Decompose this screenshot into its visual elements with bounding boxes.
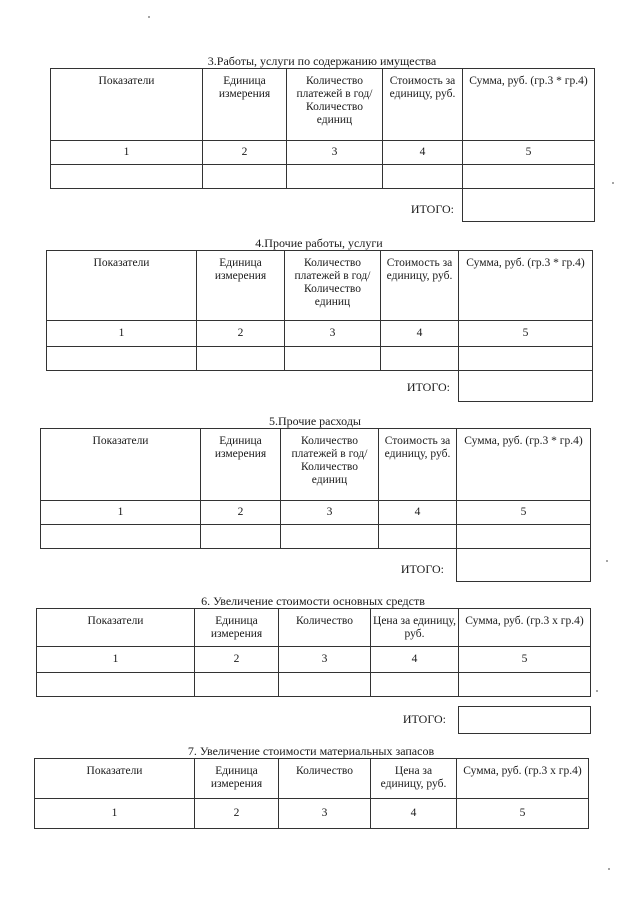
header-quantity: Количество [279, 759, 371, 799]
column-number: 1 [41, 501, 201, 525]
scan-speck [596, 690, 598, 692]
empty-cell [197, 347, 285, 371]
header-indicators: Показатели [51, 69, 203, 141]
scan-speck [606, 560, 608, 562]
header-sum: Сумма, руб. (гр.3 * гр.4) [457, 429, 591, 501]
column-number: 2 [197, 321, 285, 347]
empty-cell [459, 347, 593, 371]
scan-speck [608, 868, 610, 870]
empty-cell [383, 165, 463, 189]
column-number: 1 [51, 141, 203, 165]
column-number: 5 [463, 141, 595, 165]
column-number: 3 [287, 141, 383, 165]
column-number: 5 [457, 501, 591, 525]
header-quantity: Количество платежей в год/Количество единиц [285, 251, 381, 321]
expense-table [40, 428, 591, 549]
section-3 [50, 54, 594, 224]
header-indicators: Показатели [41, 429, 201, 501]
empty-cell [51, 165, 203, 189]
total-value-box [458, 706, 591, 734]
empty-cell [203, 165, 287, 189]
column-number: 3 [281, 501, 379, 525]
column-number: 4 [383, 141, 463, 165]
header-quantity: Количество платежей в год/Количество единиц [281, 429, 379, 501]
empty-cell [371, 673, 459, 697]
header-quantity: Количество [279, 609, 371, 647]
header-sum: Сумма, руб. (гр.3 x гр.4) [459, 609, 591, 647]
column-number: 2 [201, 501, 281, 525]
expense-table [34, 758, 589, 829]
empty-cell [463, 165, 595, 189]
column-number: 5 [457, 799, 589, 829]
empty-cell [287, 165, 383, 189]
expense-table [46, 250, 593, 371]
total-label: ИТОГО: [406, 380, 450, 394]
column-number: 4 [381, 321, 459, 347]
column-number: 1 [37, 647, 195, 673]
expense-table [36, 608, 591, 697]
column-number: 2 [203, 141, 287, 165]
header-unit: Единица измерения [197, 251, 285, 321]
empty-cell [201, 525, 281, 549]
section-5 [40, 414, 590, 584]
section-title: 3.Работы, услуги по содержанию имущества [207, 54, 437, 68]
column-number: 2 [195, 799, 279, 829]
empty-cell [281, 525, 379, 549]
column-number: 3 [279, 799, 371, 829]
empty-cell [195, 673, 279, 697]
header-sum: Сумма, руб. (гр.3 x гр.4) [457, 759, 589, 799]
expense-table [50, 68, 595, 189]
empty-cell [457, 525, 591, 549]
scan-speck [612, 182, 614, 184]
empty-cell [279, 673, 371, 697]
column-number: 5 [459, 321, 593, 347]
column-number: 1 [47, 321, 197, 347]
total-label: ИТОГО: [410, 202, 454, 216]
empty-cell [459, 673, 591, 697]
section-title: 4.Прочие работы, услуги [255, 236, 383, 250]
section-6 [36, 594, 590, 736]
header-unit-cost: Цена за единицу, руб. [371, 609, 459, 647]
header-unit-cost: Стоимость за единицу, руб. [383, 69, 463, 141]
header-unit: Единица измерения [195, 759, 279, 799]
total-label: ИТОГО: [402, 712, 446, 726]
total-label: ИТОГО: [400, 562, 444, 576]
header-unit-cost: Стоимость за единицу, руб. [381, 251, 459, 321]
header-unit: Единица измерения [201, 429, 281, 501]
empty-cell [37, 673, 195, 697]
empty-cell [47, 347, 197, 371]
header-sum: Сумма, руб. (гр.3 * гр.4) [459, 251, 593, 321]
column-number: 4 [371, 799, 457, 829]
empty-cell [381, 347, 459, 371]
header-unit-cost: Стоимость за единицу, руб. [379, 429, 457, 501]
scan-speck [148, 16, 150, 18]
column-number: 4 [371, 647, 459, 673]
total-value-box [458, 370, 593, 402]
section-4 [46, 236, 592, 406]
total-value-box [462, 188, 595, 222]
total-value-box [456, 548, 591, 582]
header-unit-cost: Цена за единицу, руб. [371, 759, 457, 799]
column-number: 3 [279, 647, 371, 673]
column-number: 3 [285, 321, 381, 347]
header-unit: Единица измерения [195, 609, 279, 647]
header-quantity: Количество платежей в год/Количество единиц [287, 69, 383, 141]
column-number: 1 [35, 799, 195, 829]
section-7 [34, 744, 588, 834]
header-indicators: Показатели [47, 251, 197, 321]
header-indicators: Показатели [37, 609, 195, 647]
empty-cell [379, 525, 457, 549]
section-title: 6. Увеличение стоимости основных средств [201, 594, 425, 608]
header-indicators: Показатели [35, 759, 195, 799]
header-sum: Сумма, руб. (гр.3 * гр.4) [463, 69, 595, 141]
column-number: 5 [459, 647, 591, 673]
empty-cell [285, 347, 381, 371]
section-title: 7. Увеличение стоимости материальных запасов [187, 744, 435, 758]
column-number: 2 [195, 647, 279, 673]
section-title: 5.Прочие расходы [269, 414, 361, 428]
column-number: 4 [379, 501, 457, 525]
header-unit: Единица измерения [203, 69, 287, 141]
empty-cell [41, 525, 201, 549]
